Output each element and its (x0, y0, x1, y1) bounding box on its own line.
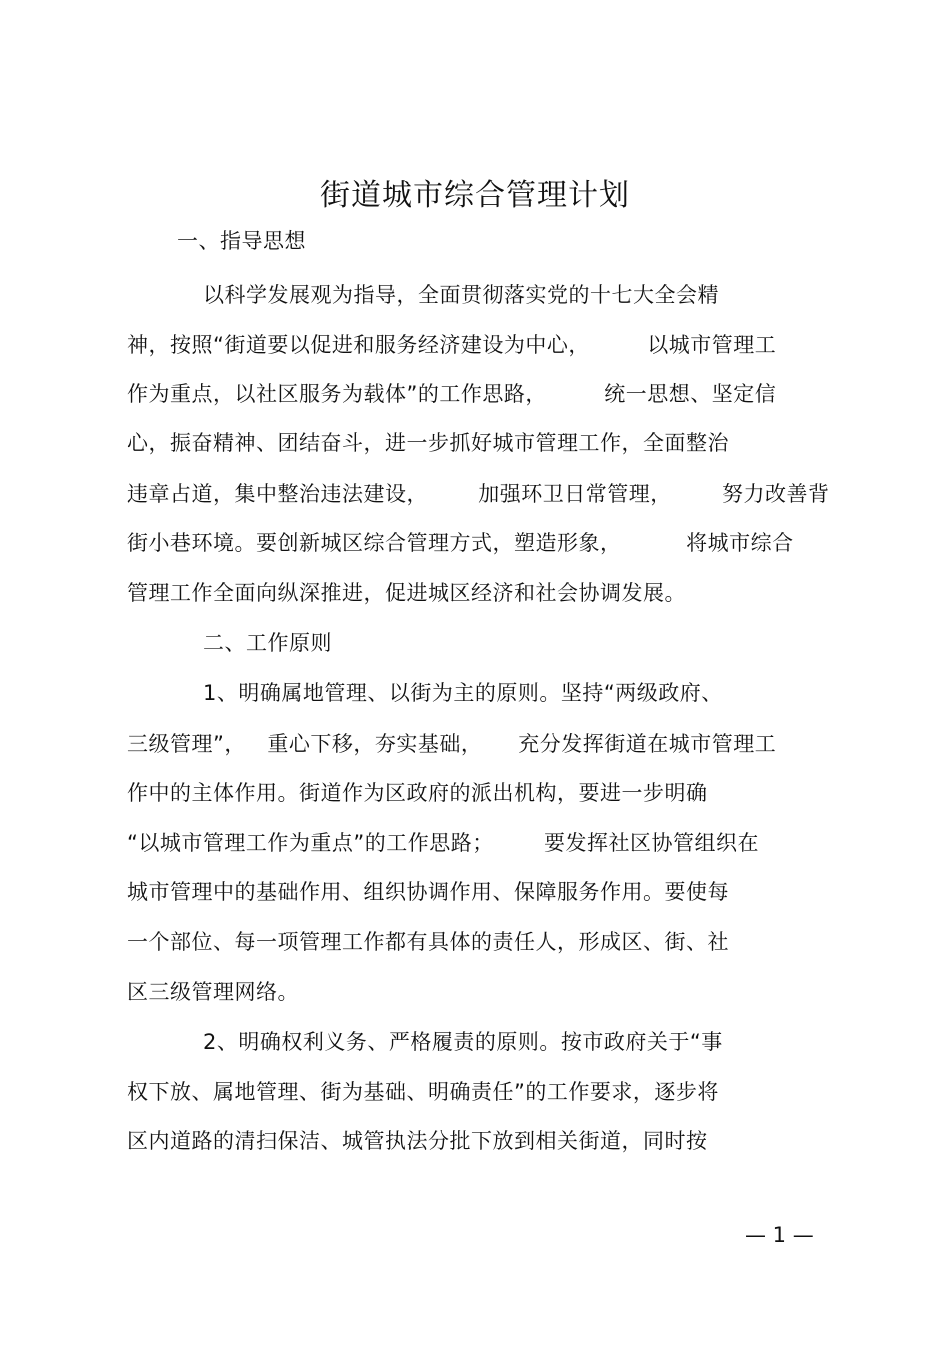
paragraph-line: 街小巷环境。要创新城区综合管理方式，塑造形象， 将城市综合 (127, 531, 794, 555)
section-heading-guiding-ideology: 一、指导思想 (177, 229, 306, 253)
paragraph-line: “以城市管理工作为重点”的工作思路； 要发挥社区协管组织在 (127, 831, 759, 855)
paragraph-line: 以科学发展观为指导，全面贯彻落实党的十七大全会精 (203, 283, 719, 307)
section-heading-work-principles: 二、工作原则 (203, 631, 332, 655)
paragraph-line: 区内道路的清扫保洁、城管执法分批下放到相关街道，同时按 (127, 1129, 708, 1153)
paragraph-line: 违章占道，集中整治违法建设， 加强环卫日常管理， 努力改善背 (127, 482, 830, 506)
paragraph-line: 神，按照“街道要以促进和服务经济建设为中心， 以城市管理工 (127, 333, 777, 357)
paragraph-line: 1、明确属地管理、以街为主的原则。坚持“两级政府、 (203, 681, 723, 705)
paragraph-line: 作中的主体作用。街道作为区政府的派出机构，要进一步明确 (127, 781, 708, 805)
paragraph-line: 城市管理中的基础作用、组织协调作用、保障服务作用。要使每 (127, 880, 729, 904)
page-number: — 1 — (745, 1223, 814, 1247)
document-title: 街道城市综合管理计划 (320, 178, 630, 213)
paragraph-line: 一个部位、每一项管理工作都有具体的责任人，形成区、街、社 (127, 930, 729, 954)
paragraph-line: 管理工作全面向纵深推进，促进城区经济和社会协调发展。 (127, 581, 686, 605)
paragraph-line: 心，振奋精神、团结奋斗，进一步抓好城市管理工作，全面整治 (127, 431, 729, 455)
paragraph-line: 权下放、属地管理、街为基础、明确责任”的工作要求，逐步将 (127, 1080, 719, 1104)
paragraph-line: 2、明确权利义务、严格履责的原则。按市政府关于“事 (203, 1030, 723, 1054)
paragraph-line: 作为重点，以社区服务为载体”的工作思路， 统一思想、坚定信 (127, 382, 777, 406)
paragraph-line: 三级管理”， 重心下移，夯实基础， 充分发挥街道在城市管理工 (127, 732, 777, 756)
paragraph-line: 区三级管理网络。 (127, 980, 299, 1004)
